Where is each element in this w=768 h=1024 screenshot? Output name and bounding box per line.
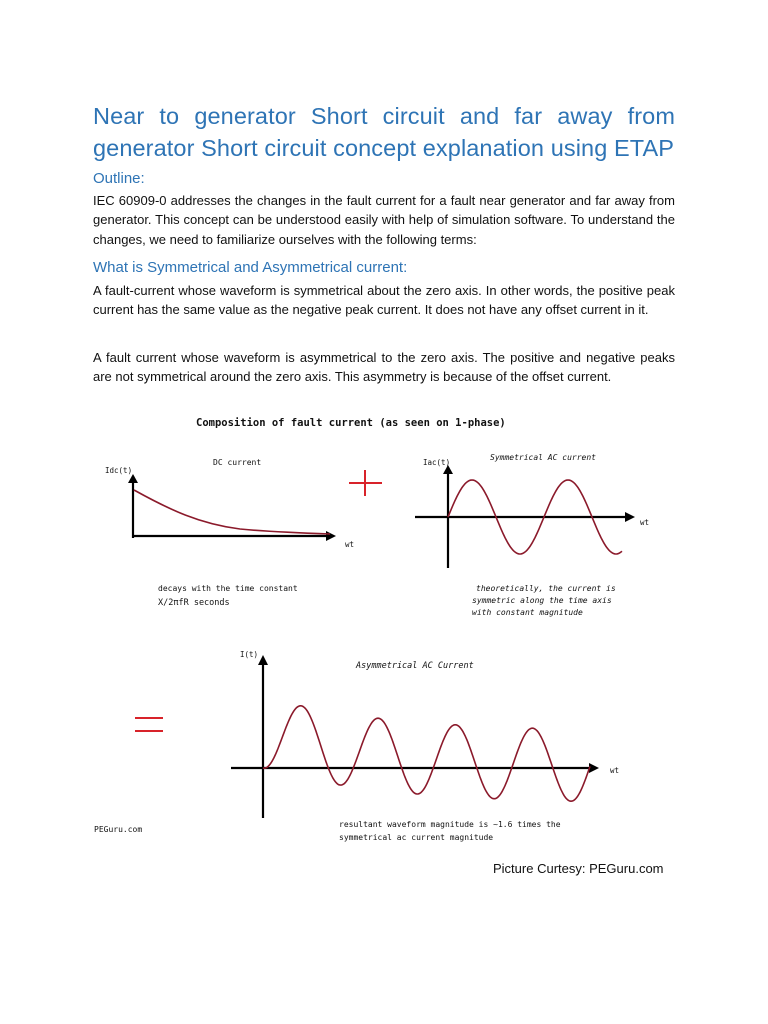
dc-curve-label: DC current: [213, 458, 262, 467]
sym-y-label: Iac(t): [423, 458, 451, 467]
dc-decay-curve: [134, 490, 330, 534]
asymmetrical-wave: [263, 706, 590, 801]
dc-x-label: wt: [345, 540, 355, 549]
page-title: Near to generator Short circuit and far away from generator Short circuit concept explanation using ETAP: [93, 103, 675, 161]
outline-paragraph: IEC 60909-0 addresses the changes in the fault current for a fault near generator and far away from generator. This concept can be understood easily with help of simulation software. To understand the changes, we need to familiarize ourselves with the following terms:: [93, 193, 675, 247]
asym-y-label: I(t): [240, 650, 259, 659]
sym-caption-1: theoretically, the current is: [476, 584, 616, 593]
dc-caption-2: X/2πfR seconds: [158, 598, 230, 608]
sym-caption-3: with constant magnitude: [472, 608, 583, 617]
dc-x-arrow: [326, 531, 336, 541]
asym-caption-2: symmetrical ac current magnitude: [339, 833, 494, 842]
outline-heading: Outline:: [93, 170, 145, 187]
asymmetrical-ac-graph: [231, 650, 619, 842]
figure-watermark: PEGuru.com: [94, 825, 143, 834]
symmetrical-ac-graph: [415, 453, 649, 617]
dc-y-label: Idc(t): [105, 466, 133, 475]
asym-x-arrow: [589, 763, 599, 773]
sym-x-label: wt: [640, 518, 650, 527]
picture-credit: Picture Curtesy: PEGuru.com: [493, 861, 664, 876]
sym-curve-label: Symmetrical AC current: [490, 453, 596, 462]
equals-sign: [135, 718, 163, 731]
sym-caption-2: symmetric along the time axis: [472, 596, 612, 605]
dc-current-graph: [105, 458, 354, 608]
dc-y-arrow: [128, 474, 138, 483]
symmetrical-paragraph: A fault-current whose waveform is symmetrical about the zero axis. In other words, the positive peak current has the same value as the negative peak current. It does not have any offset current in it.: [93, 283, 675, 318]
asymmetrical-paragraph: A fault current whose waveform is asymmetrical to the zero axis. The positive and negative peaks are not symmetrical around the zero axis. This asymmetry is because of the offset current.: [93, 350, 675, 385]
section-heading: What is Symmetrical and Asymmetrical current:: [93, 259, 408, 276]
asym-caption-1: resultant waveform magnitude is ~1.6 times the: [339, 820, 561, 829]
figure-title: Composition of fault current (as seen on 1-phase): [196, 417, 506, 429]
asym-curve-label: Asymmetrical AC Current: [356, 661, 474, 671]
asym-x-label: wt: [610, 766, 620, 775]
dc-caption-1: decays with the time constant: [158, 584, 298, 593]
sym-x-arrow: [625, 512, 635, 522]
asym-y-arrow: [258, 655, 268, 665]
plus-sign: [349, 470, 382, 496]
